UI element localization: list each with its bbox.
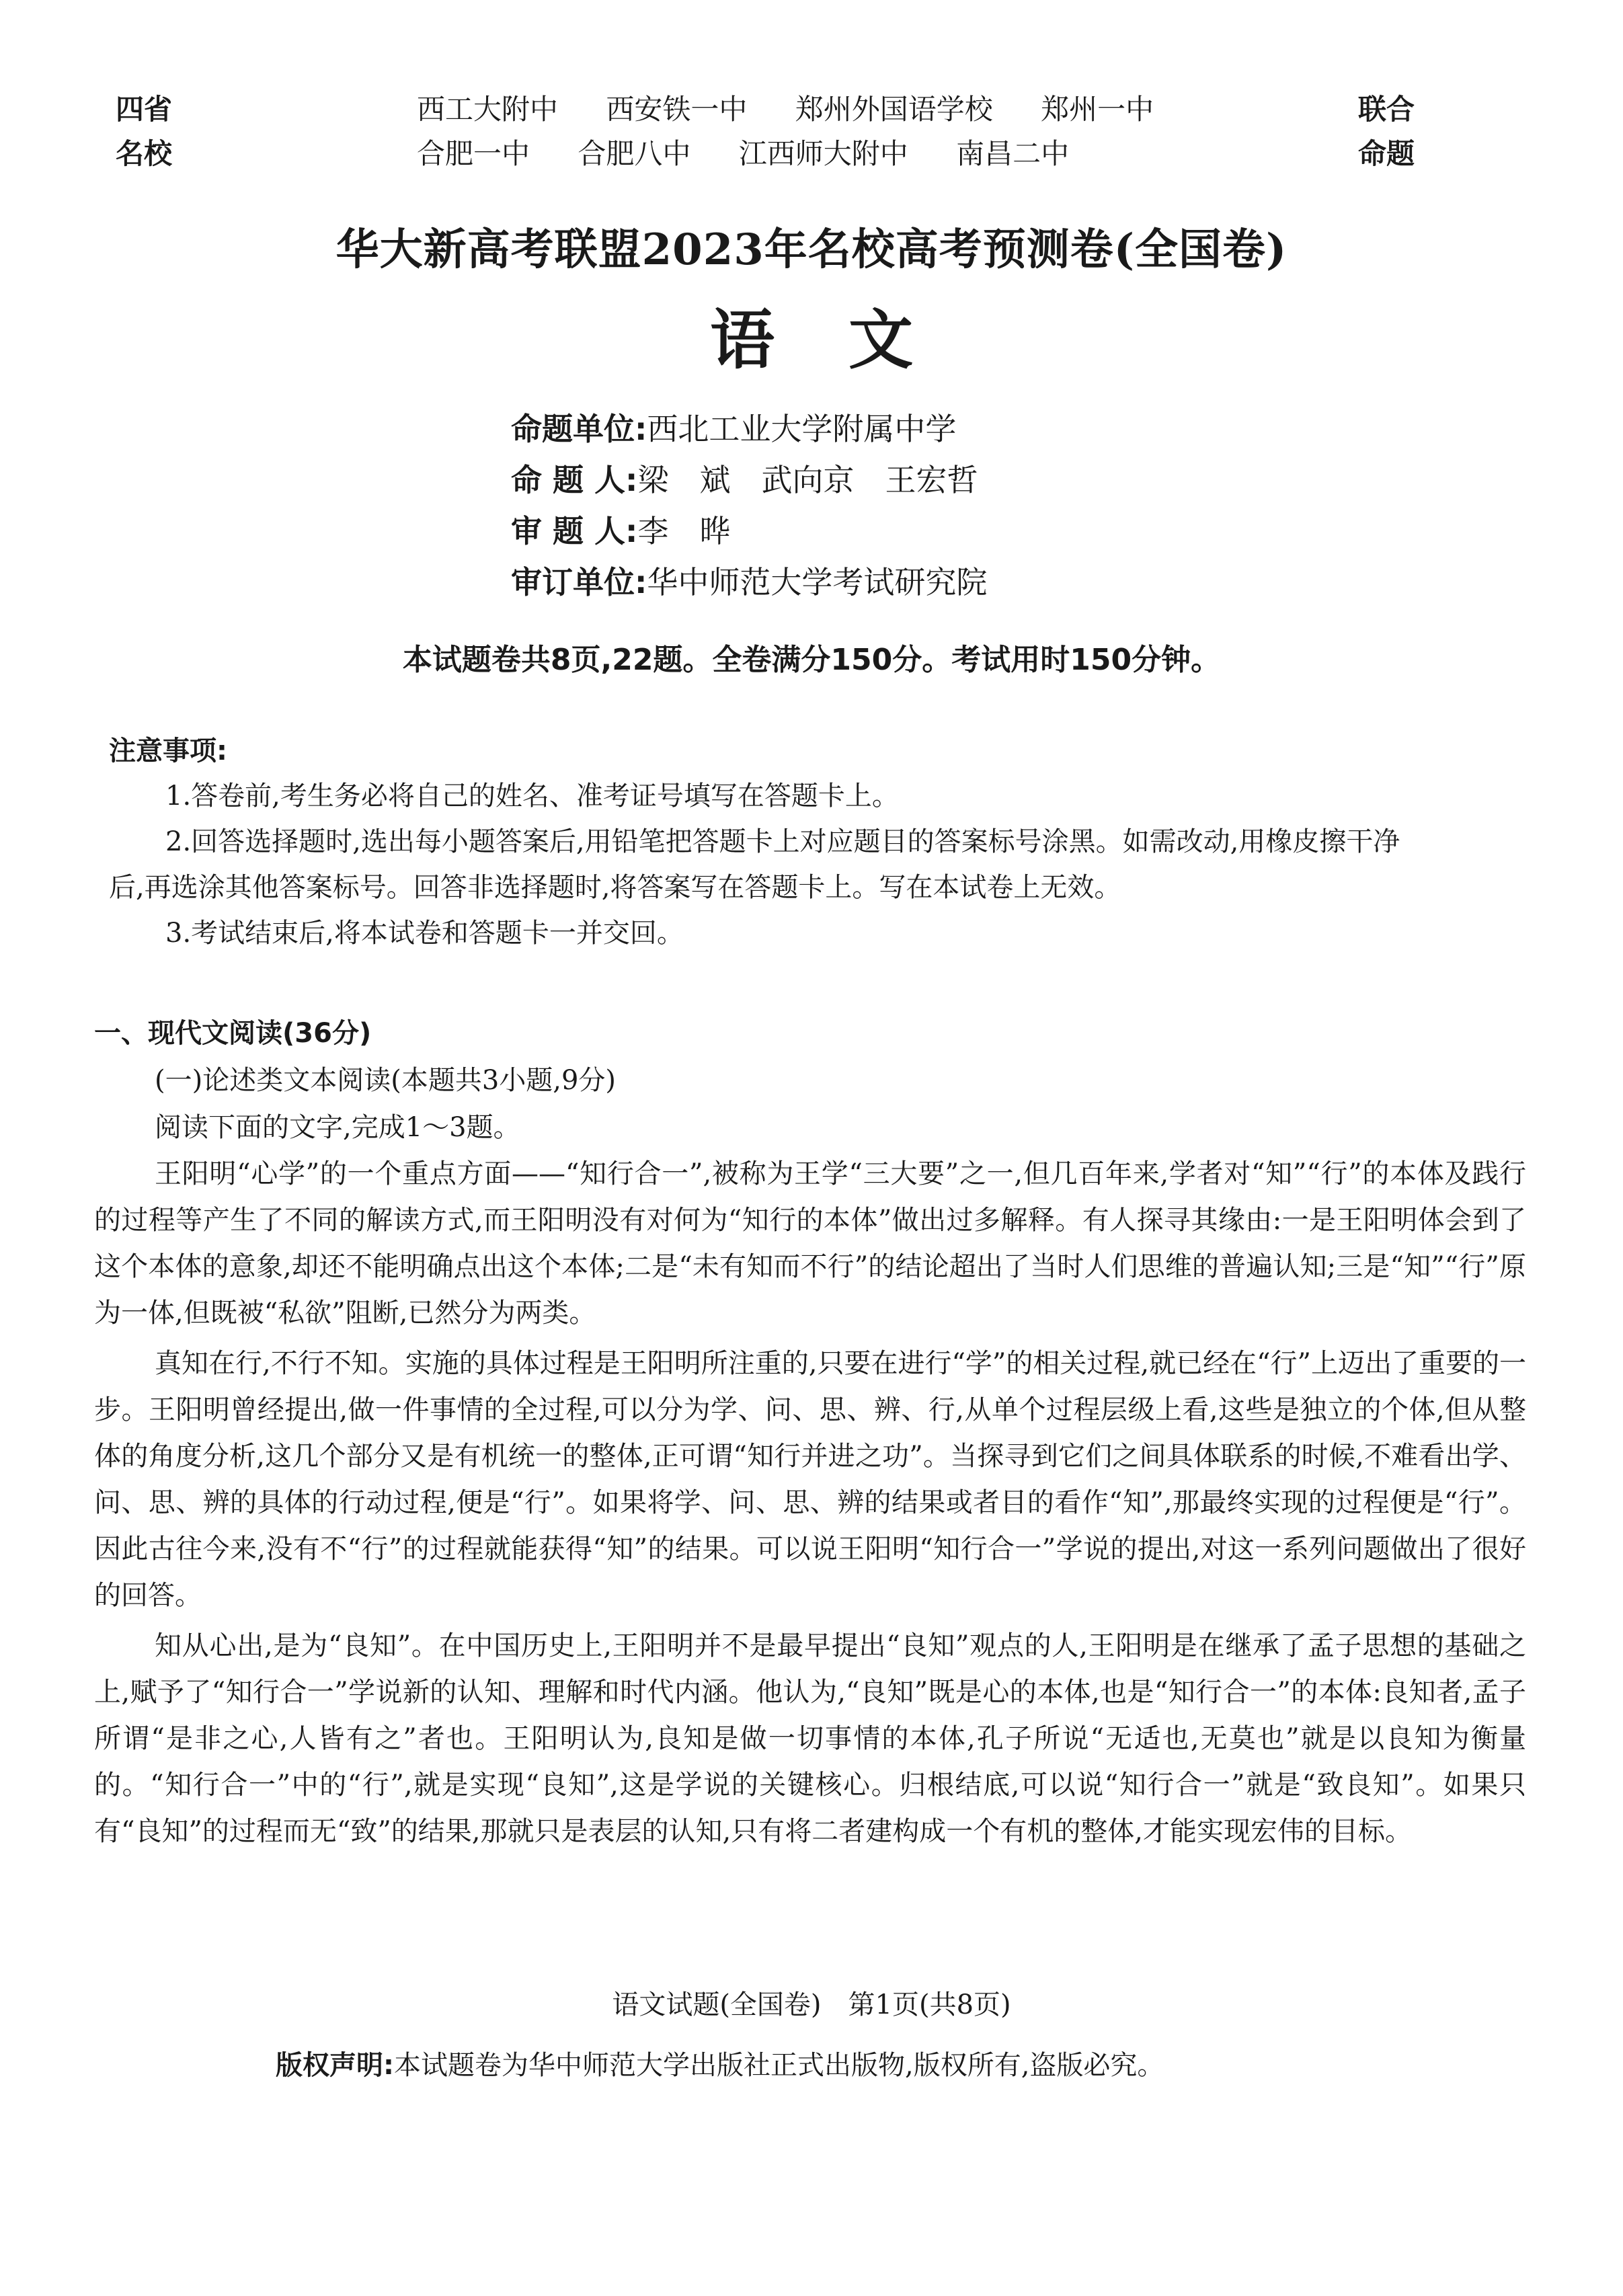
meta-row: [511, 506, 987, 557]
header-schools: [417, 87, 1193, 176]
reading-instruction: 阅读下面的文字,完成1～3题。: [155, 1112, 520, 1143]
reading-passage: [94, 1151, 1526, 1855]
school-name: 西安铁一中: [606, 93, 748, 126]
exam-title: 华大新高考联盟2023年名校高考预测卷(全国卷): [335, 225, 1288, 275]
school-name: 郑州外国语学校: [795, 93, 993, 126]
attention-title: 注意事项:: [109, 736, 227, 766]
exam-info: 本试题卷共8页,22题。全卷满分150分。考试用时150分钟。: [402, 643, 1221, 677]
header-left: [116, 87, 172, 176]
school-name: 西工大附中: [417, 93, 559, 126]
section-title: 一、现代文阅读(36分): [94, 1018, 372, 1049]
passage-paragraph: 王阳明“心学”的一个重点方面——“知行合一”,被称为王学“三大要”之一,但几百年来,学者对“知”“行”的本体及践行的过程等产生了不同的解读方式,而王阳明没有对何为“知行的本体”做出过多解释。有人探寻其缘由:一是王阳明体会到了这个本体的意象,却还不能明确点出这个本体;二是“未有知而不行”的结论超出了当时人们思维的普遍认知;三是“知”“行”原为一体,但既被“私欲”阻断,已然分为两类。: [94, 1158, 1526, 1329]
meta-key: 审 题 人:: [511, 513, 638, 549]
copyright-notice: [276, 2044, 1164, 2082]
meta-value: 梁 斌 武向京 王宏哲: [637, 462, 978, 498]
passage-paragraph: 真知在行,不行不知。实施的具体过程是王阳明所注重的,只要在进行“学”的相关过程,就已经在“行”上迈出了重要的一步。王阳明曾经提出,做一件事情的全过程,可以分为学、问、思、辨、行,从单个过程层级上看,这些是独立的个体,但从整体的角度分析,这几个部分又是有机统一的整体,正可谓“知行并进之功”。当探寻到它们之间具体联系的时候,不难看出学、问、思、辨的具体的行动过程,便是“行”。如果将学、问、思、辨的结果或者目的看作“知”,那最终实现的过程便是“行”。因此古往今来,没有不“行”的过程就能获得“知”的结果。可以说王阳明“知行合一”学说的提出,对这一系列问题做出了很好的回答。: [94, 1348, 1526, 1611]
page-footer: 语文试题(全国卷) 第1页(共8页): [612, 1989, 1011, 2020]
attention-item: 1.答卷前,考生务必将自己的姓名、准考证号填写在答题卡上。: [165, 781, 899, 811]
attention-list: [109, 773, 1420, 956]
meta-row: [511, 557, 987, 608]
copyright-key: 版权声明:: [276, 2050, 394, 2081]
meta-key: 命题单位:: [511, 411, 647, 447]
meta-key: 审订单位:: [511, 564, 647, 600]
schools-row-2: [417, 132, 1193, 176]
header-right: [1358, 87, 1415, 176]
authorship-block: [511, 403, 987, 608]
header-right-line-1: 联合: [1357, 93, 1415, 126]
attention-item: 3.考试结束后,将本试卷和答题卡一并交回。: [165, 918, 684, 949]
subsection-title: (一)论述类文本阅读(本题共3小题,9分): [155, 1065, 617, 1096]
schools-row-1: [417, 87, 1193, 132]
meta-value: 李 晔: [637, 513, 731, 549]
passage-paragraph: 知从心出,是为“良知”。在中国历史上,王阳明并不是最早提出“良知”观点的人,王阳明是在继承了孟子思想的基础之上,赋予了“知行合一”学说新的认知、理解和时代内涵。他认为,“良知”既是心的本体,也是“知行合一”的本体:良知者,孟子所谓“是非之心,人皆有之”者也。王阳明认为,良知是做一切事情的本体,孔子所说“无适也,无莫也”就是以良知为衡量的。“知行合一”中的“行”,就是实现“良知”,这是学说的关键核心。归根结底,可以说“知行合一”就是“致良知”。如果只有“良知”的过程而无“致”的结果,那就只是表层的认知,只有将二者建构成一个有机的整体,才能实现宏伟的目标。: [94, 1630, 1526, 1847]
meta-value: 西北工业大学附属中学: [647, 411, 957, 447]
school-name: 江西师大附中: [738, 137, 908, 170]
school-name: 南昌二中: [956, 137, 1070, 170]
school-name: 郑州一中: [1041, 93, 1154, 126]
copyright-value: 本试题卷为华中师范大学出版社正式出版物,版权所有,盗版必究。: [394, 2050, 1164, 2081]
meta-row: [511, 454, 987, 506]
meta-value: 华中师范大学考试研究院: [647, 564, 988, 600]
meta-row: [511, 403, 987, 454]
header-left-line-1: 四省: [116, 93, 173, 126]
header-left-line-2: 名校: [116, 137, 173, 170]
header-right-line-2: 命题: [1357, 137, 1415, 170]
school-name: 合肥一中: [417, 137, 530, 170]
school-name: 合肥八中: [578, 137, 691, 170]
subject-title: 语文: [710, 302, 987, 378]
attention-item: 2.回答选择题时,选出每小题答案后,用铅笔把答题卡上对应题目的答案标号涂黑。如需改动,用橡皮擦干净后,再选涂其他答案标号。回答非选择题时,将答案写在答题卡上。写在本试卷上无效。: [109, 826, 1400, 903]
meta-key: 命 题 人:: [511, 462, 638, 498]
